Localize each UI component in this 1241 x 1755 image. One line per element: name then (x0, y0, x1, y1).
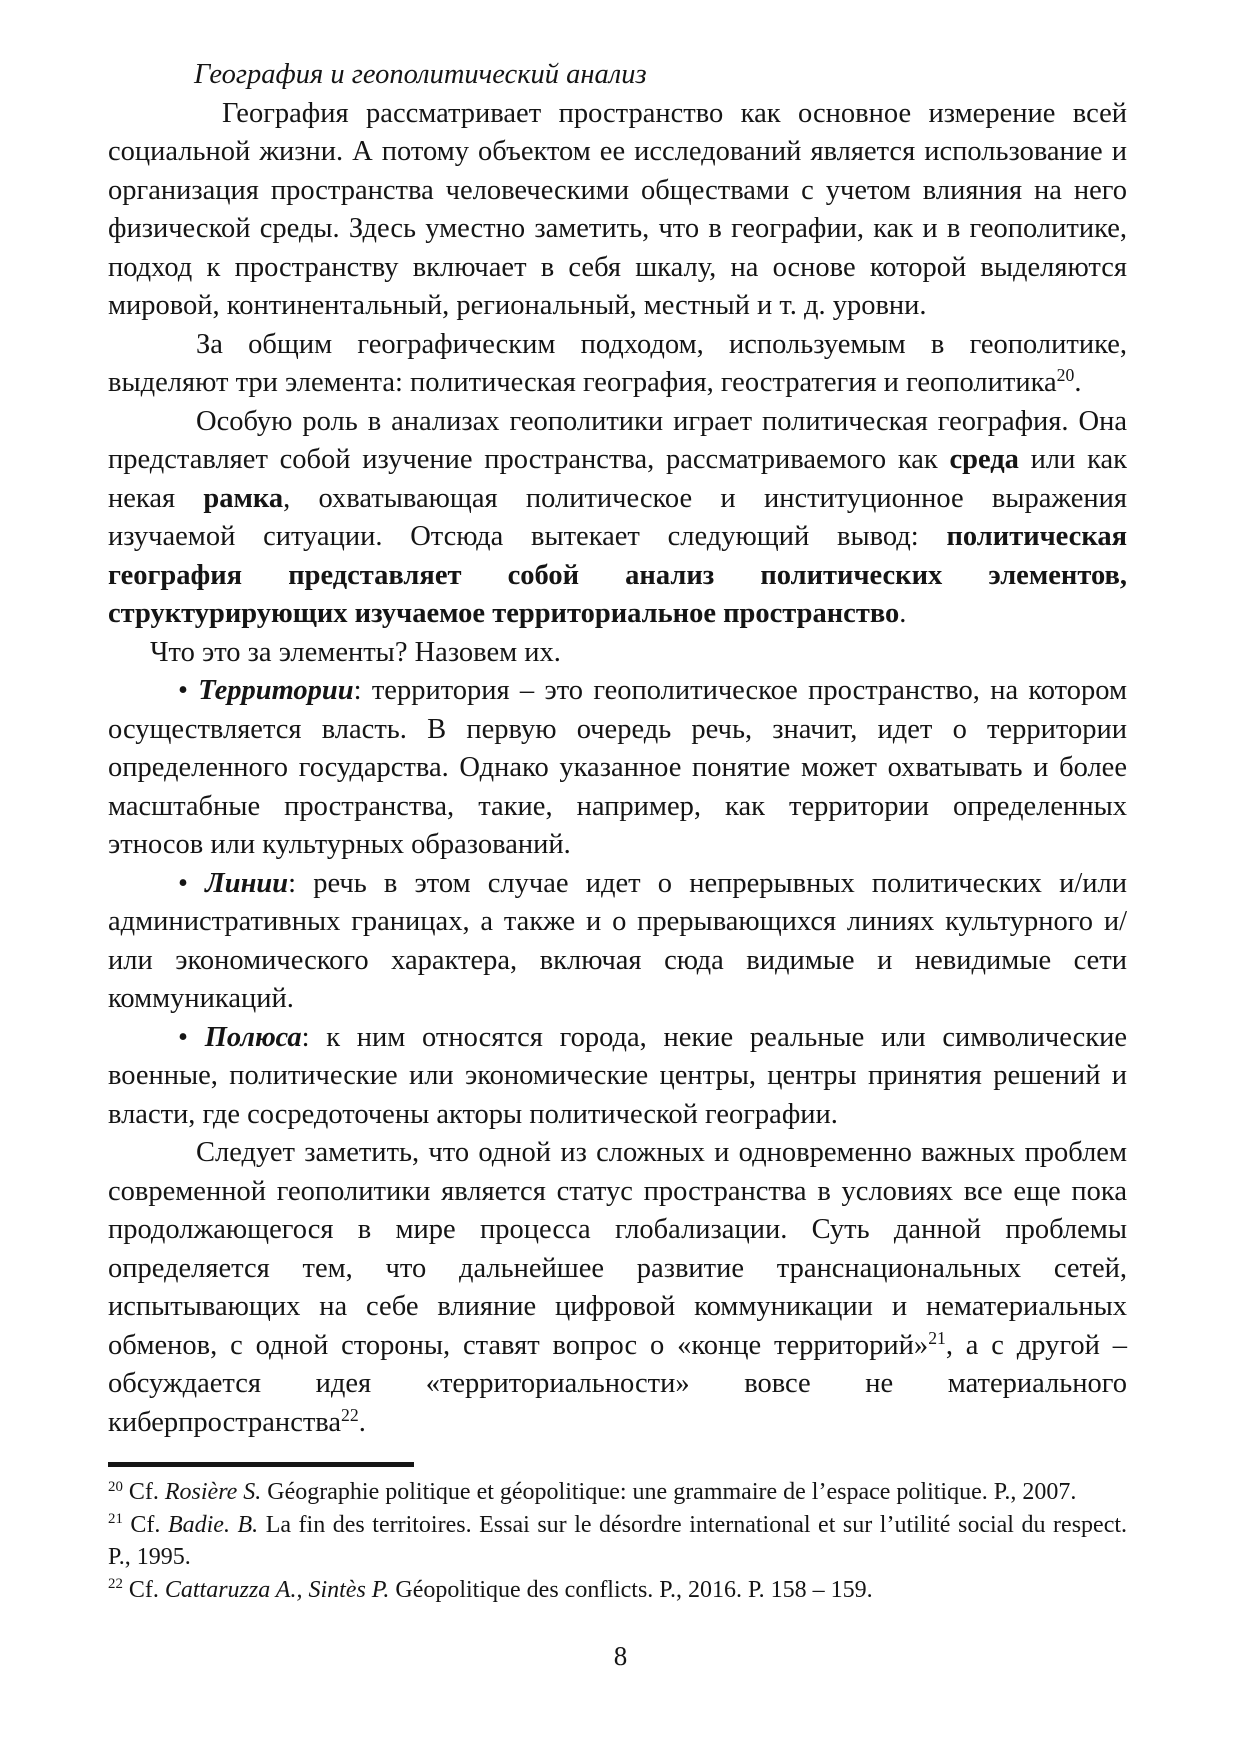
text-segment: Rosière S. (164, 1479, 262, 1505)
text-segment: • (178, 867, 206, 899)
text-segment: Линии (205, 867, 289, 899)
section-heading: География и геополитический анализ (194, 59, 647, 90)
text-segment: Cattaruzza A., Sintès P. (164, 1576, 390, 1603)
text-segment: Cf. (122, 1511, 168, 1538)
text-segment: рамка (203, 482, 284, 514)
footnote-reference: 22 (341, 1404, 359, 1425)
text-segment: . (358, 1406, 366, 1438)
text-segment: • (178, 1021, 205, 1053)
footnote (108, 1476, 1127, 1509)
text-segment: Следует заметить, что одной из сложных и одновременно важных проблем современной геополитики является статус пространства в условиях все еще пока продолжающегося в мире процесса глобализации. Суть данной проблемы определяется тем, что дальнейшее развитие транснациональных сетей, испытывающих на себе влияние цифровой коммуникации и нематериальных обменов, с одной стороны, ставят вопрос о «конце территорий» (108, 1137, 1127, 1361)
text-segment: , а с другой – обсуждается идея «территориальности» вовсе не материального киберпространства (108, 1329, 1127, 1438)
body-text (108, 95, 1127, 1443)
paragraph (108, 326, 1127, 403)
footnotes-list (108, 1476, 1127, 1606)
footnote-reference: 20 (1056, 365, 1075, 386)
footnote-reference: 20 (108, 1478, 123, 1495)
bullet-paragraph (108, 1019, 1127, 1135)
bullet-paragraph (108, 865, 1127, 1019)
text-segment: : к ним относятся города, некие реальные или символические военные, политические или экономические центры, центры принятия решений и власти, где сосредоточены акторы политической географии. (108, 1021, 1128, 1130)
footnote-reference: 22 (108, 1576, 123, 1593)
text-segment: , охватывающая политическое и институционное выражения изучаемой ситуации. Отсюда вытекает следующий вывод: (108, 482, 1127, 552)
text-segment: : территория – это геополитическое пространство, на котором осуществляется власть. В первую очередь речь, значит, идет о территории определенного государства. Однако указанное понятие может охватывать и более масштабные пространства, такие, например, как территории определенных этносов или культурных образований. (108, 675, 1127, 860)
page-number: 8 (613, 1641, 628, 1671)
paragraph (108, 634, 1127, 673)
footnote-reference: 21 (928, 1327, 946, 1348)
text-segment: среда (949, 444, 1019, 475)
text-segment: Cf. (122, 1576, 165, 1603)
footnote-separator (108, 1462, 414, 1467)
text-segment: La fin des territoires. Essai sur le désordre international et sur l’utilité social du respect. P., 1995. (108, 1511, 1128, 1570)
text-segment: : речь в этом случае идет о непрерывных политических и/или административных границах, а также и о прерывающихся линиях культурного и/или экономического характера, включая сюда видимые и невидимые сети коммуникаций. (108, 867, 1128, 1014)
text-segment: политическая география представляет собой анализ политических элементов, структурирующих изучаемое территориальное пространство (108, 521, 1127, 629)
text-segment: • (178, 675, 199, 706)
text-segment: География рассматривает пространство как основное измерение всей социальной жизни. А потому объектом ее исследований является использование и организация пространства человеческими обществами с учетом влияния на него физической среды. Здесь уместно заметить, что в географии, как и в геополитике, подход к пространству включает в себя шкалу, на основе которой выделяются мировой, континентальный, региональный, местный и т. д. уровни. (108, 97, 1127, 321)
text-segment: Полюса (204, 1021, 302, 1053)
footnote-area (108, 1462, 1127, 1606)
footnote (108, 1509, 1127, 1574)
text-segment: Cf. (122, 1479, 165, 1505)
text-segment: Badie. B. (167, 1511, 259, 1538)
text-segment: Территории (198, 675, 354, 706)
paragraph (108, 1134, 1127, 1442)
text-segment: или как некая (108, 444, 1128, 514)
text-segment: Что это за элементы? Назовем их. (150, 636, 561, 668)
text-segment: . (899, 598, 907, 629)
text-segment: Géographie politique et géopolitique: une grammaire de l’espace politique. P., 2007. (261, 1479, 1077, 1505)
bullet-paragraph (108, 672, 1127, 865)
text-segment: За общим географическим подходом, используемым в геополитике, выделяют три элемента: политическая география, геостратегия и геополитика (108, 328, 1127, 398)
footnote-reference: 21 (108, 1511, 123, 1528)
footnote (108, 1574, 1127, 1607)
text-segment: . (1074, 367, 1082, 398)
text-segment: Géopolitique des conflicts. P., 2016. P. 158 – 159. (389, 1576, 873, 1603)
text-segment: Особую роль в анализах геополитики играет политическая география. Она представляет собой изучение пространства, рассматриваемого как (108, 405, 1127, 475)
paragraph (108, 403, 1127, 634)
paragraph (108, 95, 1127, 326)
